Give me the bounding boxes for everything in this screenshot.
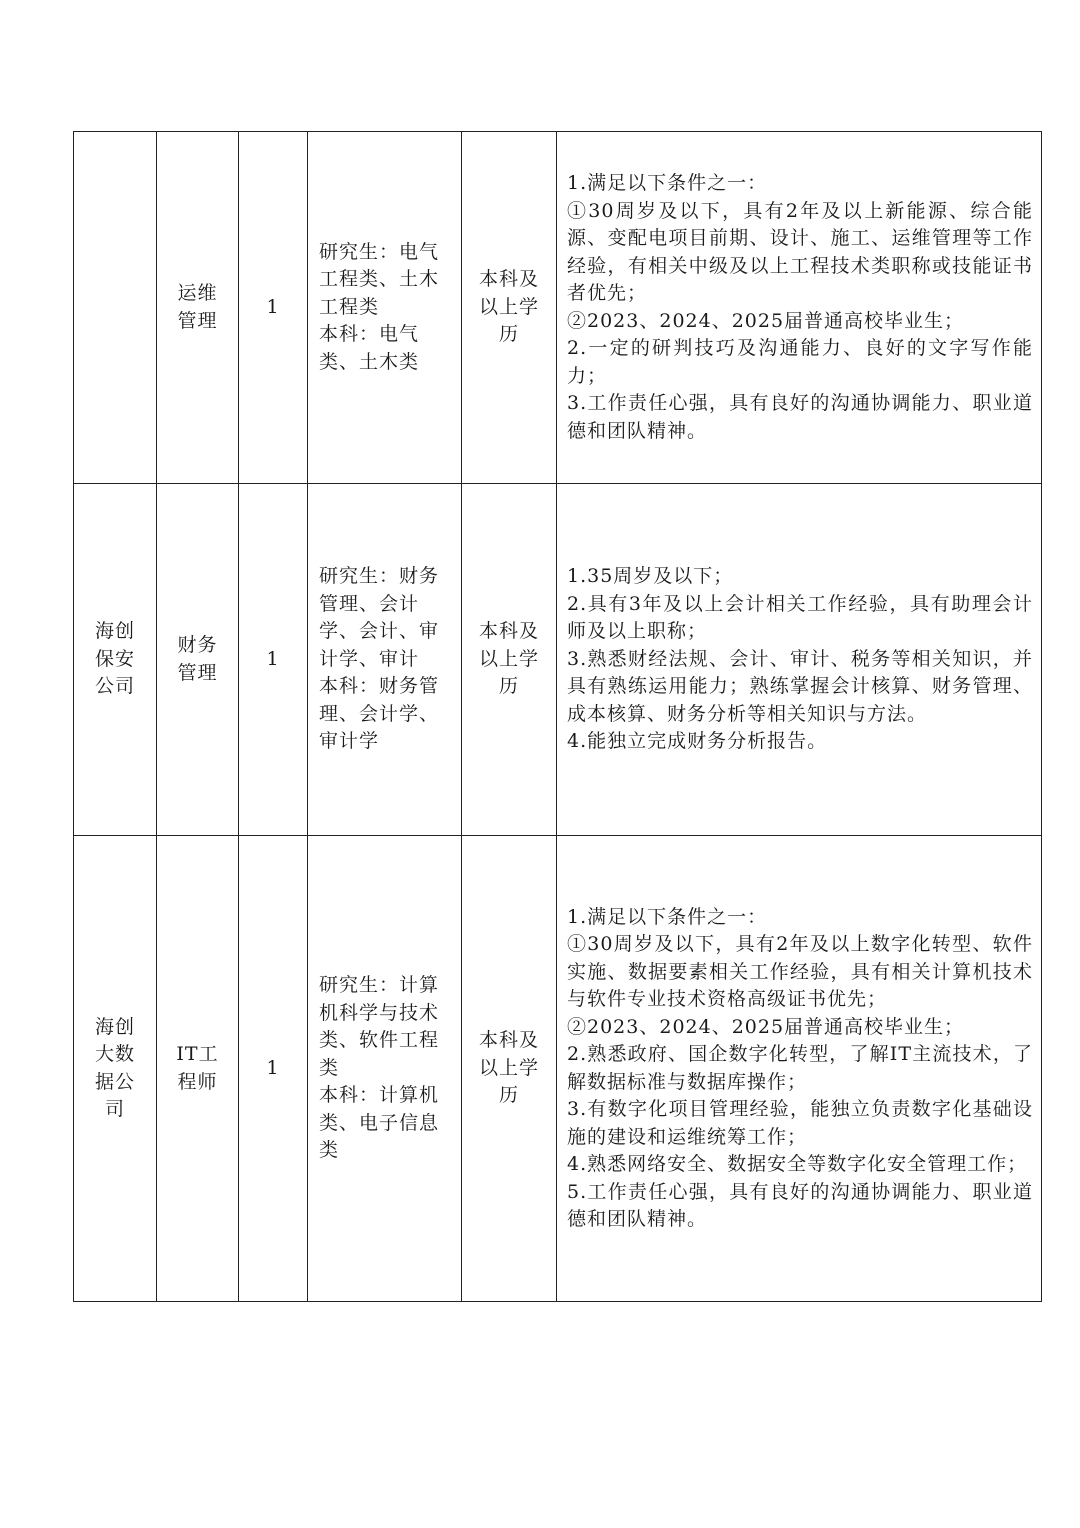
company-cell: 海创大数据公司 (74, 836, 157, 1302)
requirement-line: 4.能独立完成财务分析报告。 (567, 730, 828, 753)
education-cell: 本科及以上学历 (462, 484, 557, 836)
job-table (73, 131, 1042, 1302)
requirements-cell (557, 836, 1042, 1302)
major-cell (308, 484, 462, 836)
requirements-cell (557, 132, 1042, 484)
count-cell: 1 (239, 484, 308, 836)
requirement-line: ①30周岁及以下，具有2年及以上新能源、综合能源、变配电项目前期、设计、施工、运维管理等工作经验，有相关中级及以上工程技术类职称或技能证书者优先； (567, 199, 1033, 304)
requirement-line: 3.有数字化项目管理经验，能独立负责数字化基础设施的建设和运维统筹工作； (567, 1098, 1033, 1148)
requirement-line: 2.熟悉政府、国企数字化转型，了解IT主流技术，了解数据标准与数据库操作； (567, 1043, 1033, 1093)
requirement-line: ②2023、2024、2025届普通高校毕业生； (567, 1015, 965, 1038)
count-cell: 1 (239, 132, 308, 484)
position-cell: 运维管理 (157, 132, 239, 484)
major-line: 本科：电气类、土木类 (319, 323, 420, 373)
requirement-line: 5.工作责任心强，具有良好的沟通协调能力、职业道德和团队精神。 (567, 1180, 1033, 1230)
requirement-line: 4.熟悉网络安全、数据安全等数字化安全管理工作； (567, 1153, 1028, 1175)
requirement-line: 2.具有3年及以上会计相关工作经验，具有助理会计师及以上职称； (567, 592, 1033, 643)
table-row (74, 484, 1042, 836)
table-row (74, 836, 1042, 1302)
major-line: 本科：财务管理、会计学、审计学 (319, 675, 440, 753)
position-cell: IT工程师 (157, 836, 239, 1302)
requirement-line: 1.35周岁及以下； (567, 565, 734, 588)
major-line: 研究生：电气工程类、土木工程类 (319, 240, 440, 318)
requirement-line: ②2023、2024、2025届普通高校毕业生； (567, 309, 965, 332)
requirement-line: ①30周岁及以下，具有2年及以上数字化转型、软件实施、数据要素相关工作经验，具有相关计算机技术与软件专业技术资格高级证书优先； (567, 933, 1033, 1010)
requirement-line: 3.熟悉财经法规、会计、审计、税务等相关知识，并具有熟练运用能力；熟练掌握会计核算、财务管理、成本核算、财务分析等相关知识与方法。 (567, 647, 1033, 725)
count-cell: 1 (239, 836, 308, 1302)
company-cell (74, 132, 157, 484)
position-cell: 财务管理 (157, 484, 239, 836)
major-line: 研究生：财务管理、会计学、会计、审计学、审计 (319, 565, 440, 670)
major-cell (308, 836, 462, 1302)
requirement-line: 3.工作责任心强，具有良好的沟通协调能力、职业道德和团队精神。 (567, 392, 1033, 442)
requirement-line: 1.满足以下条件之一： (567, 905, 768, 928)
table-row (74, 132, 1042, 484)
requirement-line: 1.满足以下条件之一： (567, 172, 768, 194)
major-line: 研究生：计算机科学与技术类、软件工程类 (319, 974, 440, 1079)
major-line: 本科：计算机类、电子信息类 (319, 1084, 440, 1162)
company-cell: 海创保安公司 (74, 484, 157, 836)
major-cell (308, 132, 462, 484)
education-cell: 本科及以上学历 (462, 132, 557, 484)
requirement-line: 2.一定的研判技巧及沟通能力、良好的文字写作能力； (567, 337, 1033, 387)
requirements-cell (557, 484, 1042, 836)
education-cell: 本科及以上学历 (462, 836, 557, 1302)
